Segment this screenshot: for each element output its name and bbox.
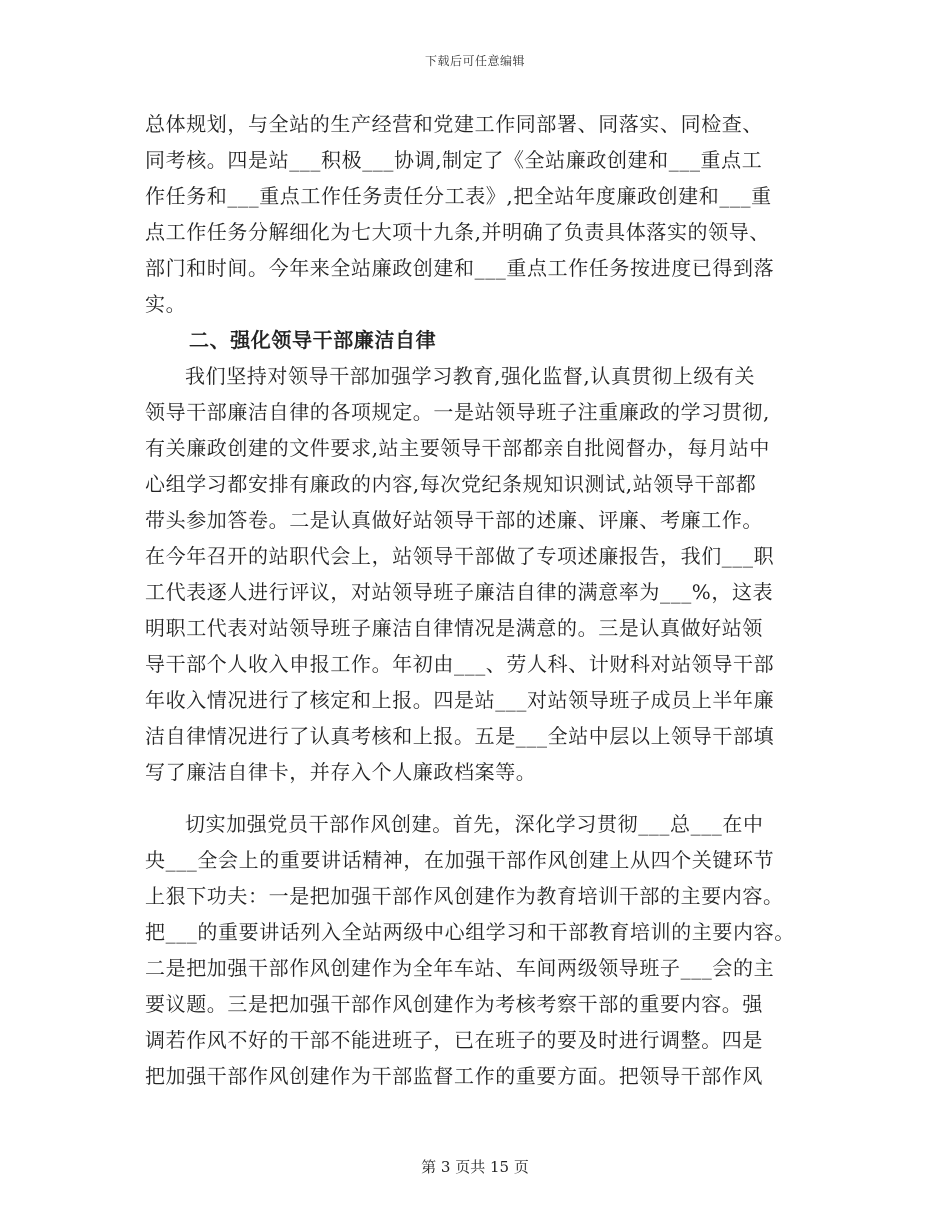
- text-line: 我们坚持对领导干部加强学习教育,强化监督,认真贯彻上级有关: [185, 364, 756, 388]
- document-body: [145, 106, 810, 1094]
- text-line: 明职工代表对站领导班子廉洁自律情况是满意的。三是认真做好站领: [145, 616, 763, 640]
- text-line: 有关廉政创建的文件要求,站主要领导干部都亲自批阅督办，每月站中: [145, 436, 770, 460]
- paragraph-2: [145, 358, 810, 790]
- paragraph-3: [145, 806, 810, 1094]
- text-line: 年收入情况进行了核定和上报。四是站___对站领导班子成员上半年廉: [145, 688, 775, 712]
- paragraph-spacer: [145, 790, 810, 806]
- text-line: 总体规划，与全站的生产经营和党建工作同部署、同落实、同检查、: [145, 112, 763, 136]
- text-line: 央___全会上的重要讲话精神，在加强干部作风创建上从四个关键环节: [145, 848, 775, 872]
- text-line: 调若作风不好的干部不能进班子，已在班子的要及时进行调整。四是: [145, 1028, 763, 1052]
- paragraph-1: [145, 106, 810, 322]
- text-line: 要议题。三是把加强干部作风创建作为考核考察干部的重要内容。强: [145, 992, 763, 1016]
- text-line: 导干部个人收入申报工作。年初由___、劳人科、计财科对站领导干部: [145, 652, 775, 676]
- text-line: 把___的重要讲话列入全站两级中心组学习和干部教育培训的主要内容。: [145, 920, 795, 944]
- text-line: 实。: [145, 292, 187, 316]
- text-line: 同考核。四是站___积极___协调,制定了《全站廉政创建和___重点工: [145, 148, 763, 172]
- page-number: 第 3 页共 15 页: [421, 1158, 529, 1176]
- text-line: 在今年召开的站职代会上，站领导干部做了专项述廉报告，我们___职: [145, 544, 775, 568]
- section-heading: 二、强化领导干部廉洁自律: [189, 328, 437, 352]
- text-line: 作任务和___重点工作任务责任分工表》,把全站年度廉政创建和___重: [145, 184, 772, 208]
- text-line: 把加强干部作风创建作为干部监督工作的重要方面。把领导干部作风: [145, 1064, 763, 1088]
- text-line: 洁自律情况进行了认真考核和上报。五是___全站中层以上领导干部填: [145, 724, 775, 748]
- text-line: 点工作任务分解细化为七大项十九条,并明确了负责具体落实的领导、: [145, 220, 770, 244]
- text-line: 带头参加答卷。二是认真做好站领导干部的述廉、评廉、考廉工作。: [145, 508, 763, 532]
- text-line: 部门和时间。今年来全站廉政创建和___重点工作任务按进度已得到落: [145, 256, 775, 280]
- text-line: 工代表逐人进行评议，对站领导班子廉洁自律的满意率为___%，这表: [145, 580, 774, 604]
- text-line: 上狠下功夫：一是把加强干部作风创建作为教育培训干部的主要内容。: [145, 884, 784, 908]
- text-line: 心组学习都安排有廉政的内容,每次党纪条规知识测试,站领导干部都: [145, 472, 757, 496]
- page-header: 下载后可任意编辑: [424, 54, 525, 68]
- text-line: 二是把加强干部作风创建作为全年车站、车间两级领导班子___会的主: [145, 956, 775, 980]
- text-line: 写了廉洁自律卡，并存入个人廉政档案等。: [145, 760, 537, 784]
- text-line: 领导干部廉洁自律的各项规定。一是站领导班子注重廉政的学习贯彻,: [145, 400, 770, 424]
- text-line: 切实加强党员干部作风创建。首先，深化学习贯彻___总___在中: [185, 812, 764, 836]
